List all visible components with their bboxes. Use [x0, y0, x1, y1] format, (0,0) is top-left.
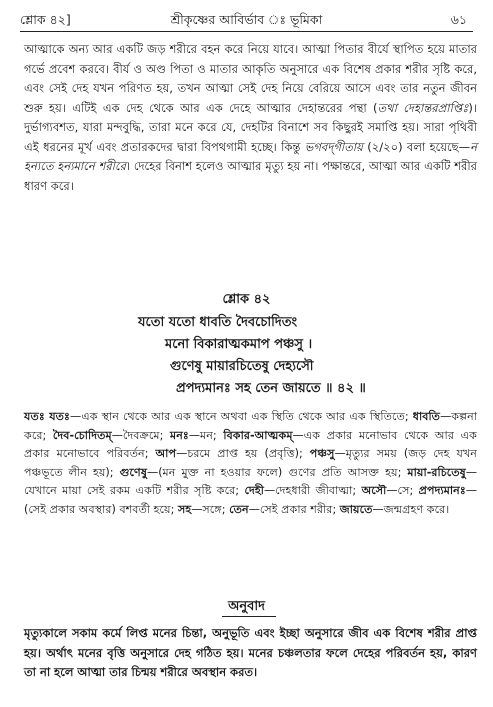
purport-quote-1: তথা দেহান্তরপ্রাপ্তিঃ	[377, 100, 469, 115]
synonym-meaning: —সে;	[386, 484, 419, 498]
translation-heading: অনুবাদ	[228, 599, 265, 614]
translation-text: মৃত্যুকালে সকাম কর্মে লিপ্ত মনের চিন্তা, অনুভূতি এবং ইচ্ছা অনুসারে জীব এক বিশেষ শরীর প্রাপ্ত হয়। অর্থাৎ মনের বৃত্তি অনুসারে দেহ গঠিত হয়। মনের চঞ্চলতার ফলে দেহের পরিবর্তন হয়, কারণ তা না হলে আত্মা তার চিন্ময় শরীরে অবস্থান করত।	[24, 626, 477, 679]
synonym-meaning: —জন্মগ্রহণ করে।	[372, 502, 450, 516]
synonym-word: মায়া-রচিতেষু	[407, 465, 466, 479]
synonym-meaning: —মন;	[188, 428, 224, 442]
synonym-meaning: —এক স্থান থেকে আর এক স্থানে অথবা এক স্থিতি থেকে আর এক স্থিতিতে;	[70, 410, 413, 423]
synonym-meaning: —সেই প্রকার শরীর;	[248, 502, 340, 516]
verse-line-2: মনো বিকারাত্মকমাপ পঞ্চসু ।	[165, 337, 313, 352]
synonym-meaning: —কল্পনা করে;	[24, 410, 477, 442]
purport-text-1: আত্মাকে অন্য আর একটি জড় শরীরে বহন করে নিয়ে যাবে। আত্মা পিতার বীর্যে স্থাপিত হয়ে মাতার গর্ভে প্রবেশ করবে। বীর্য ও অণ্ড পিতা ও মাতার আকৃতি অনুসারে এক বিশেষ প্রকার শরীর সৃষ্টি করে, এবং সেই দেহ যখন পরিণত হয়, তখন আত্মা সেই দেহ নিয়ে বেরিয়ে আসে এবং তার নতুন জীবন শুরু হয়। এটিই এক দেহ থেকে আর এক দেহে আত্মার দেহান্তরের পন্থা (	[24, 42, 477, 115]
synonym-word: প্রপদ্যমানঃ	[418, 484, 466, 498]
purport-book-ref: ভগবদ্‌গীতায়	[304, 139, 363, 154]
synonym-word: জায়তে	[339, 502, 373, 516]
verse-line-1: যতো যতো ধাবতি দৈবচোদিতং	[138, 315, 298, 330]
synonym-word: অসৌ	[361, 484, 387, 498]
chapter-title: শ্রীকৃষ্ণের আবির্ভাব ঃ ভূমিকা	[170, 12, 323, 27]
verse-line-4: প্রপদ্যমানঃ সহ তেন জায়তে ॥ ৪২ ॥	[176, 381, 366, 396]
synonym-word: গুণেষু	[119, 465, 147, 479]
synonym-meaning: —চরমে প্রাপ্ত হয় (প্রবৃত্তি);	[176, 447, 310, 461]
header-rule	[20, 31, 473, 32]
synonym-word: যতঃ যতঃ	[24, 410, 71, 423]
synonym-word: তেন	[229, 502, 249, 516]
synonym-meaning: —যেখানে মায়া সেই রকম একটি শরীর সৃষ্টি করে;	[24, 465, 477, 498]
purport-text-4: । দেহের বিনাশ হলেও আত্মার মৃত্যু হয় না। পক্ষান্তরে, আত্মা আর একটি শরীর ধারণ করে।	[24, 159, 477, 193]
synonym-meaning: —(মন মুক্ত না হওয়ার ফলে) গুণের প্রতি আসক্ত হয়;	[147, 465, 408, 479]
synonym-word: আপ	[155, 447, 177, 461]
page-header	[20, 8, 473, 30]
verse-block	[0, 312, 493, 400]
synonym-word: সহ	[177, 502, 192, 516]
translation-heading-underline	[222, 616, 276, 617]
verse-reference: শ্লোক ৪২]	[20, 12, 71, 27]
purport-quote-2: ন হন্যতে হন্যমানে শরীরে	[24, 139, 478, 173]
word-meanings	[24, 408, 477, 520]
synonym-meaning: —দেহধারী জীবাত্মা;	[263, 484, 362, 498]
synonym-word: পঞ্চসু	[309, 447, 335, 461]
synonym-word: মনঃ	[170, 428, 189, 442]
verse-line-3: গুণেষু মায়ারচিতেষু দেহ্যসৌ	[170, 359, 314, 374]
synonym-word: দেহী	[244, 484, 264, 498]
synonym-word: দৈব-চোদিতম্	[52, 428, 112, 442]
page-number: ৬১	[450, 12, 467, 27]
synonym-word: ধাবতি	[412, 410, 441, 423]
purport-paragraph	[24, 40, 477, 196]
synonym-meaning: —দৈবক্রমে;	[111, 428, 170, 442]
purport-text-2: )। দুর্ভাগ্যবশত, যারা মন্দবুদ্ধি, তারা মনে করে যে, দেহটির বিনাশে সব কিছুরই সমাপ্তি হয়। সারা পৃথিবী এই ধরনের মূর্খ এবং প্রতারকদের দ্বারা বিপথগামী হচ্ছে। কিন্তু	[24, 100, 477, 154]
synonym-word: বিকার-আত্মকম্	[223, 428, 293, 442]
synonym-meaning: —মৃত্যুর সময় (জড় দেহ যখন পঞ্চভূতে লীন হয়);	[24, 447, 477, 479]
verse-title: শ্লোক ৪২	[222, 292, 271, 307]
purport-text-3: (২/২০) বলা হয়েছে—	[362, 139, 471, 154]
synonym-meaning: —এক প্রকার মনোভাব থেকে আর এক প্রকার মনোভাবে পরিবর্তন;	[24, 428, 478, 461]
synonym-meaning: —(সেই প্রকার অবস্থার) বশবর্তী হয়ে;	[24, 484, 478, 516]
synonym-meaning: —সঙ্গে;	[191, 502, 230, 516]
